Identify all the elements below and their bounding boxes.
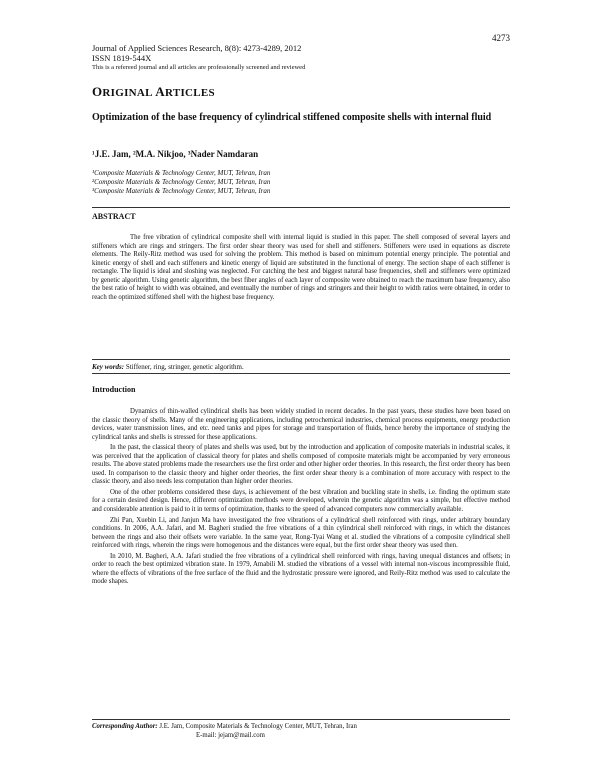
introduction-body — [92, 408, 510, 589]
affiliation-1: ¹Composite Materials & Technology Center, MUT, Tehran, Iran — [92, 169, 271, 177]
page-number: 4273 — [492, 33, 510, 43]
paper-title: Optimization of the base frequency of cylindrical stiffened composite shells with internal fluid — [92, 112, 492, 123]
corresponding-author-label: Corresponding Author: — [92, 723, 158, 730]
section-title: ORIGINAL ARTICLES — [92, 84, 215, 99]
affiliations — [92, 169, 270, 196]
abstract-text: The free vibration of cylindrical composite shell with internal liquid is studied in this paper. The shell composed of several layers and stiffeners which are rings and stringers. The first order shear theory was used for shell and stiffeners. Stiffeners were used in equations as discrete elements. The Reily-Ritz method was used for solving the problem. This method is based on minimum potential energy principle. The potential and kinetic energy of shell and each stiffeners and kinetic energy of liquid are substituted in the functional of energy. The section shape of each stiffener is rectangle. The liquid is ideal and sloshing was neglected. For catching the best and biggest natural base frequencies, shell and stiffeners were optimized by genetic algorithm. Using genetic algorithm, the best fiber angles of each layer of composite were obtained to reach the maximum base frequency, also the best ratio of height to width was obtained, and eventually the number of rings and stringers and their height to width ratios were obtained, in order to reach the optimized stiffened shell with the highest base frequency. — [92, 234, 510, 301]
divider-keywords-top — [92, 359, 510, 360]
corresponding-author — [92, 722, 510, 740]
keywords-text: Stiffener, ring, stringer, genetic algorithm. — [124, 363, 244, 371]
divider-keywords-bottom — [92, 373, 510, 374]
introduction-heading: Introduction — [92, 385, 136, 394]
divider-top — [92, 207, 510, 208]
keywords-label: Key words: — [92, 363, 125, 371]
intro-paragraph-3: One of the other problems considered these days, is achievement of the best vibration and buckling state in shells, i.e. finding the optimum state for a certain desired design. Hence, different optimization methods were developed, wherein the genetic algorithm was a simple, but effective method and considerable attention is paid to it in terms of optimization, thanks to the speed of advanced computers now commercially available. — [92, 488, 510, 514]
intro-paragraph-2: In the past, the classical theory of plates and shells was used, but by the introduction and application of composite materials in industrial scales, it was perceived that the application of classical theory for plates and shells composed of composite materials might be accompanied by very erroneous results. The above stated problems made the researchers use the first order and other higher order theories. In this research, the first order theory has been used. In comparison to the classic theory and higher order theories, the first order shear theory is a combination of more accuracy with respect to the classic theory, and also needs less computation than higher order theories. — [92, 444, 510, 486]
abstract-heading: ABSTRACT — [92, 212, 136, 221]
author-list: ¹J.E. Jam, ²M.A. Nikjoo, ³Nader Namdaran — [92, 149, 259, 159]
intro-paragraph-4: Zhi Pan, Xuebin Li, and Janjun Ma have investigated the free vibrations of a cylindrical shell reinforced with rings, under arbitrary boundary conditions. In 2006, A.A. Jafari, and M. Bagheri studied the free vibrations of a thin cylindrical shell reinforced with rings, in which the distances between the rings and also their offsets were variable. In the same year, Rong-Tyai Wang et al. studied the vibrations of a composite cylindrical shell reinforced with rings, wherein the rings were homogenous and the distances were equal, but the first order shear theory was used then. — [92, 516, 510, 550]
corresponding-author-email: E-mail: jejam@mail.com — [196, 732, 265, 739]
journal-note: This is a refereed journal and all articles are professionally screened and reviewed — [92, 64, 306, 71]
corresponding-author-text: J.E. Jam, Composite Materials & Technology Center, MUT, Tehran, Iran — [157, 723, 357, 730]
journal-header — [92, 43, 512, 73]
intro-paragraph-5: In 2010, M. Bagheri, A.A. Jafari studied the free vibrations of a cylindrical shell reinforced with rings, having unequal distances and offsets; in order to reach the best optimized vibration state. In 1979, Amabili M. studied the vibrations of a vessel with internal non-viscous incompressible fluid, where the effects of vibrations of the free surface of the fluid and the hydrostatic pressure were ignored, and Reily-Ritz method was used to calculate the mode shapes. — [92, 552, 510, 586]
divider-footer — [92, 719, 510, 720]
affiliation-3: ³Composite Materials & Technology Center, MUT, Tehran, Iran — [92, 187, 271, 195]
journal-issn: ISSN 1819-544X — [92, 53, 152, 63]
keywords — [92, 363, 510, 371]
journal-citation: Journal of Applied Sciences Research, 8(8): 4273-4289, 2012 — [92, 43, 302, 53]
affiliation-2: ²Composite Materials & Technology Center, MUT, Tehran, Iran — [92, 178, 271, 186]
intro-paragraph-1: Dynamics of thin-walled cylindrical shells has been widely studied in recent decades. In the past years, these studies have been based on the classic theory of shells. Many of the engineering applications, including petrochemical industries, chemical process equipments, energy production devices, water transmission lines, and etc. need tanks and pipes for storage and transportation of fluids, hence hereby the importance of studying the cylindrical tanks and shells is stressed for these applications. — [92, 408, 510, 441]
